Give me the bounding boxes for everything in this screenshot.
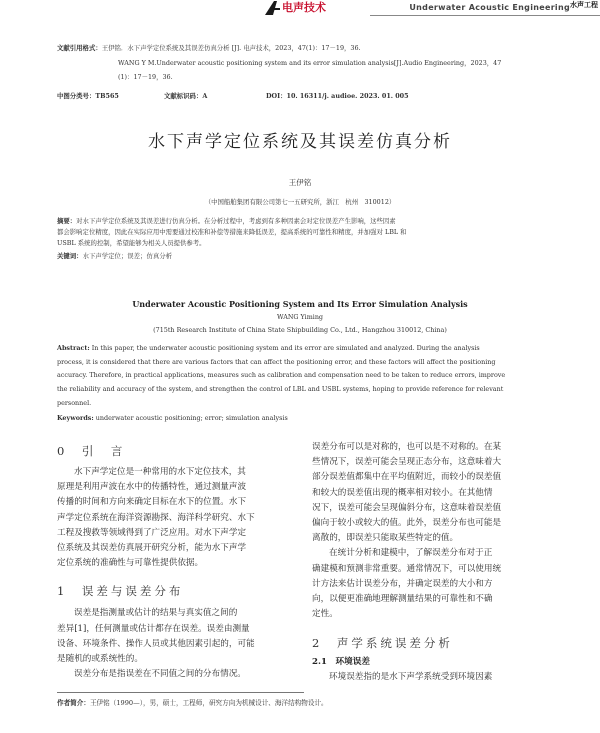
header-rule [370, 15, 600, 16]
citation-cn-text: 王伊铭．水下声学定位系统及其误差仿真分析 [J]. 电声技术，2023，47(1)：17－19，36. [101, 44, 361, 52]
paper-title: 水下声学定位系统及其误差仿真分析 [148, 132, 452, 152]
intro-line: 位系统及其误差仿真展开研究分析，能为水下声学 [57, 543, 247, 554]
citation-label: 文献引用格式： [57, 44, 102, 52]
error-line: 误差是指测量或估计的结果与真实值之间的 [74, 608, 238, 619]
keywords-cn [57, 251, 172, 262]
doi-value: 10. 16311/j. audioe. 2023. 01. 005 [286, 92, 409, 100]
error-line: 设备、环境条件、操作人员或其他因素引起的，可能 [57, 638, 255, 649]
footnote-label: 作者简介： [57, 699, 90, 707]
intro-line: 声学定位系统在海洋资源勘探、海洋科学研究、水下 [57, 512, 255, 523]
modeling-line: 在统计分析和建模中，了解误差分布对于正 [329, 548, 493, 559]
english-author: WANG Yiming [276, 313, 324, 321]
journal-logo-graphic [262, 0, 357, 16]
error-line: 差异[1]，任何测量或估计都存在误差。误差由测量 [57, 623, 250, 634]
doi-label: DOI： [266, 92, 287, 100]
journal-chinese-name: 水声工程 [570, 1, 598, 9]
footnote-rule [57, 692, 304, 693]
clc-value: TB565 [95, 92, 119, 100]
doc-code [164, 91, 207, 102]
citation-cn [57, 43, 361, 54]
abstract-cn-line: USBL 系统的控制，希望能够为相关人员提供参考。 [57, 239, 206, 248]
abstract-cn [57, 216, 547, 250]
environment-line: 环境误差指的是水下声学系统受到环境因素 [329, 672, 493, 683]
intro-line: 定位系统的准确性与可靠性提供依据。 [57, 558, 204, 569]
abstract-cn-line: 都会影响定位精度，因此在实际应用中需要通过校准和补偿等措施来降低误差，提高系统的可靠性和精度，并加强对 LBL 和 [57, 228, 407, 237]
abstract-en-line: accuracy. Therefore, in practical applications, measures such as calibration and compensation need to be taken to reduce errors, improve [57, 371, 506, 380]
abstract-en-line: In this paper, the underwater acoustic positioning system and its error are simulated and analyzed. During the analysis [91, 344, 480, 352]
intro-line: 水下声学定位是一种常用的水下定位技术，其 [74, 467, 246, 477]
keywords-cn-label: 关键词： [57, 252, 83, 260]
logo-text: 电声技术 [282, 1, 326, 14]
journal-header-bar [370, 0, 600, 16]
keywords-cn-text: 水下声学定位；误差；仿真分析 [82, 252, 173, 260]
abstract-cn-line: 对水下声学定位系统及其误差进行仿真分析。在分析过程中，考虑到有多种因素会对定位误差产生影响，这些因素 [76, 217, 396, 225]
keywords-en-label: Keywords: [57, 414, 94, 422]
abstract-en-line: the reliability and accuracy of the system, and strengthen the control of LBL and USBL systems, hoping to provide reference for relevant [57, 385, 504, 394]
keywords-en [57, 413, 288, 424]
modeling-line: 向，以便更准确地理解测量结果的可靠性和不确 [312, 594, 493, 605]
doc-code-value: A [202, 92, 208, 100]
intro-line: 工程及搜救等领域得到了广泛应用。对水下声学定 [57, 527, 247, 538]
distribution-line: 偏向于较小或较大的值。此外，误差分布也可能是 [312, 518, 502, 529]
intro-line: 原理是利用声波在水中的传播特性，通过测量声波 [57, 482, 247, 493]
abstract-cn-label: 摘要： [57, 217, 77, 225]
distribution-line: 况下，误差可能会呈现偏斜分布，这意味着误差值 [312, 502, 502, 513]
citation-en-line1: WANG Y M.Underwater acoustic positioning system and its error simulation analysis[J].Audio Engineering，2023，47 [118, 59, 502, 67]
intro-line: 传播的时间和方向来确定目标在水下的位置。水下 [57, 497, 247, 508]
citation-en-line2: (1)：17－19，36. [118, 73, 173, 81]
distribution-line: 和较大的误差值出现的概率相对较小。在其他情 [312, 487, 493, 498]
english-affiliation: (715th Research Institute of China State Shipbuilding Co., Ltd., Hangzhou 310012, China) [153, 326, 447, 334]
distribution-line: 些情况下，误差可能会呈现正态分布，这意味着大 [312, 457, 502, 468]
right-column [312, 440, 548, 686]
section-heading-error-distribution: 1 误差与误差分布 [57, 584, 184, 599]
error-line: 误差分布是指误差在不同值之间的分布情况。 [74, 669, 246, 680]
modeling-line: 定性。 [312, 609, 338, 620]
abstract-en-line: personnel. [57, 398, 92, 407]
error-line: 是随机的或系统性的。 [57, 654, 143, 665]
author-name: 王伊铭 [288, 178, 312, 187]
section-heading-introduction: 0 引 言 [57, 444, 126, 458]
distribution-paragraph [312, 440, 548, 546]
distribution-line: 误差分布可以是对称的，也可以是不对称的。在某 [312, 442, 502, 452]
modeling-line: 计方法来估计误差分布，并确定误差的大小和方 [312, 578, 493, 589]
doc-code-label: 文献标识码： [164, 92, 203, 100]
distribution-line: 部分误差值都集中在平均值附近，而较小的误差值 [312, 472, 502, 483]
journal-english-name: Underwater Acoustic Engineering [409, 3, 570, 12]
classification-row [57, 91, 119, 102]
intro-paragraph [57, 465, 299, 571]
abstract-en-line: process, it is considered that there are various factors that can affect the positioning error, and these factors will affect the positioning [57, 357, 496, 366]
doi [266, 91, 409, 102]
abstract-en [57, 342, 547, 411]
section-heading-acoustic-error: 2 声学系统误差分析 [312, 636, 453, 651]
error-paragraph [57, 606, 299, 682]
footnote-text: 王伊铭（1990—），男，硕士，工程师，研究方向为机械设计、海洋结构物设计。 [89, 699, 328, 707]
left-column [57, 440, 299, 682]
author-affiliation: （中国船舶集团有限公司第七一五研究所，浙江 杭州 310012） [204, 198, 396, 206]
author-bio-footnote [57, 697, 328, 707]
abstract-en-label: Abstract: [57, 344, 90, 352]
modeling-paragraph [312, 546, 548, 622]
clc-label: 中图分类号： [57, 92, 96, 100]
subsection-heading-environment: 2.1 环境误差 [312, 657, 370, 668]
modeling-line: 确建模和预测非常重要。通常情况下，可以使用统 [312, 563, 502, 574]
journal-logo [262, 0, 357, 16]
keywords-en-text: underwater acoustic positioning; error; simulation analysis [95, 414, 288, 422]
english-title: Underwater Acoustic Positioning System and Its Error Simulation Analysis [132, 299, 468, 309]
distribution-line: 离散的，即误差只能取某些特定的值。 [312, 533, 459, 544]
